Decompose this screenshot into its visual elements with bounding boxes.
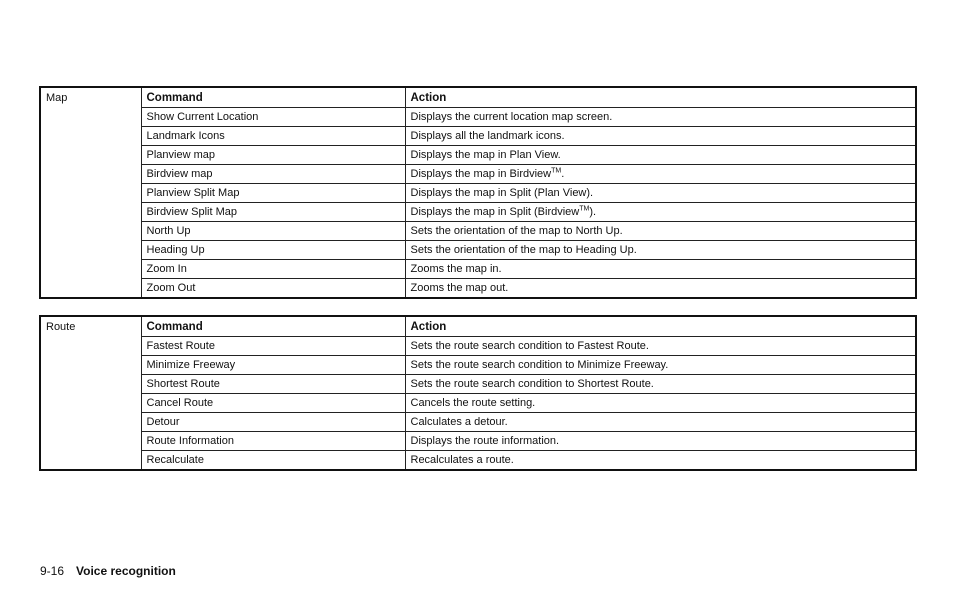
action-cell: Zooms the map out. [405, 279, 916, 299]
table-row [40, 432, 916, 451]
action-text: Displays the map in Split (Birdview [410, 206, 580, 218]
column-header-command: Command [141, 87, 405, 108]
command-cell: Birdview map [141, 165, 405, 184]
command-cell: Show Current Location [141, 108, 405, 127]
map-command-table [39, 86, 917, 299]
table-row [40, 413, 916, 432]
command-cell: Planview map [141, 146, 405, 165]
table-header-row [40, 316, 916, 337]
table-row [40, 222, 916, 241]
section-label-map: Map [40, 87, 141, 298]
table-row [40, 260, 916, 279]
command-cell: Detour [141, 413, 405, 432]
action-text-end: . [561, 168, 565, 180]
route-command-table [39, 315, 917, 471]
command-cell: Zoom Out [141, 279, 405, 299]
column-header-action: Action [405, 87, 916, 108]
action-cell: Displays the map in Split (Plan View). [405, 184, 916, 203]
action-cell: Calculates a detour. [405, 413, 916, 432]
table-row [40, 108, 916, 127]
command-cell: Heading Up [141, 241, 405, 260]
command-cell: Route Information [141, 432, 405, 451]
table-header-row [40, 87, 916, 108]
action-cell [405, 165, 916, 184]
action-cell: Displays the current location map screen. [405, 108, 916, 127]
trademark-superscript: TM [579, 205, 590, 213]
action-cell: Displays the map in Plan View. [405, 146, 916, 165]
action-cell: Recalculates a route. [405, 451, 916, 471]
command-cell: Landmark Icons [141, 127, 405, 146]
action-cell: Displays the route information. [405, 432, 916, 451]
table-row [40, 241, 916, 260]
action-cell [405, 203, 916, 222]
action-text-end: ). [589, 206, 597, 218]
command-cell: Birdview Split Map [141, 203, 405, 222]
page-footer [40, 564, 176, 578]
command-cell: Cancel Route [141, 394, 405, 413]
table-row [40, 451, 916, 471]
command-cell: Zoom In [141, 260, 405, 279]
table-row [40, 356, 916, 375]
table-row [40, 184, 916, 203]
table-row [40, 146, 916, 165]
table-row [40, 337, 916, 356]
action-cell: Sets the route search condition to Shortest Route. [405, 375, 916, 394]
action-cell: Sets the route search condition to Minimize Freeway. [405, 356, 916, 375]
action-cell: Displays all the landmark icons. [405, 127, 916, 146]
action-cell: Cancels the route setting. [405, 394, 916, 413]
column-header-action: Action [405, 316, 916, 337]
table-row [40, 165, 916, 184]
command-cell: Recalculate [141, 451, 405, 471]
page-number: 9-16 [40, 564, 65, 578]
table-row [40, 394, 916, 413]
table-row [40, 279, 916, 299]
section-label-route: Route [40, 316, 141, 470]
command-cell: Minimize Freeway [141, 356, 405, 375]
action-text: Displays the map in Birdview [410, 168, 552, 180]
command-cell: Fastest Route [141, 337, 405, 356]
action-cell: Sets the route search condition to Fastest Route. [405, 337, 916, 356]
action-cell: Sets the orientation of the map to Heading Up. [405, 241, 916, 260]
column-header-command: Command [141, 316, 405, 337]
command-cell: North Up [141, 222, 405, 241]
table-row [40, 203, 916, 222]
section-title: Voice recognition [76, 564, 176, 578]
command-cell: Shortest Route [141, 375, 405, 394]
action-cell: Zooms the map in. [405, 260, 916, 279]
trademark-superscript: TM [551, 167, 562, 175]
table-row [40, 375, 916, 394]
table-row [40, 127, 916, 146]
action-cell: Sets the orientation of the map to North Up. [405, 222, 916, 241]
command-cell: Planview Split Map [141, 184, 405, 203]
